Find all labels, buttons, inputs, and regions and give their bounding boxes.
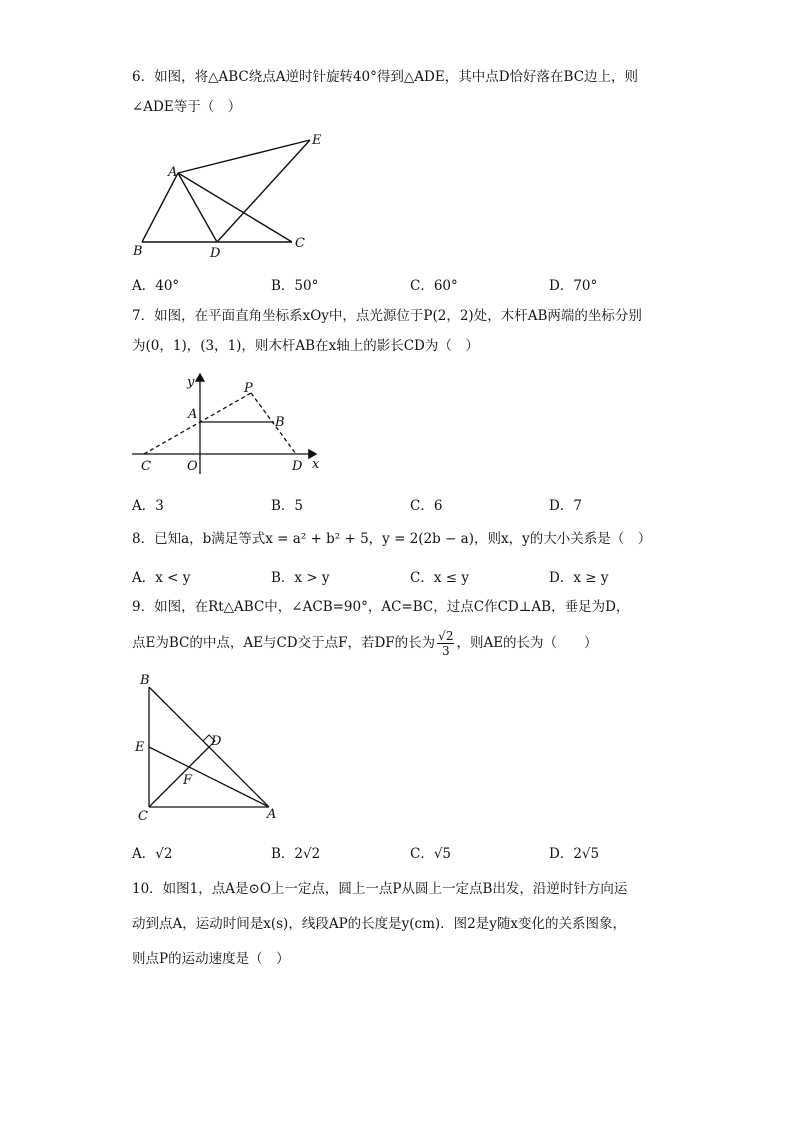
q9-figure	[130, 670, 290, 825]
q6-options	[132, 274, 692, 292]
q6-segment-ae	[178, 140, 310, 173]
q6-stem-line1: 6．如图，将△ABC绕点A逆时针旋转40°得到△ADE，其中点D恰好落在BC边上，则	[132, 69, 639, 85]
q9-fraction-denominator: 3	[441, 644, 450, 658]
q9-label-b: B	[140, 673, 150, 688]
q6-label-c: C	[295, 236, 305, 251]
q6-segment-ad	[178, 173, 217, 242]
q6-stem-line2: ∠ADE等于（ ）	[132, 99, 242, 115]
q8-option-b[interactable]: B．x > y	[271, 570, 330, 586]
q8-stem-line1: 8．已知a，b满足等式x = a² + b² + 5，y = 2(2b − a)，则x，y的大小关系是（ ）	[132, 531, 652, 547]
q9-option-d[interactable]: D．2√5	[549, 846, 600, 862]
q7-option-c[interactable]: C．6	[410, 498, 443, 514]
q6-option-b[interactable]: B．50°	[271, 278, 319, 294]
q10-stem-line3: 则点P的运动速度是（ ）	[132, 951, 290, 967]
q9-label-d: D	[211, 734, 222, 749]
q7-label-d: D	[292, 459, 303, 474]
q9-segment-cd	[149, 747, 209, 807]
q6-segment-ac	[178, 173, 292, 242]
q6-label-a: A	[168, 165, 178, 180]
q7-ray-pc	[144, 393, 251, 454]
q8-options	[132, 566, 692, 584]
q9-stem-line2	[132, 628, 598, 658]
q9-label-e: E	[135, 740, 145, 755]
q7-label-x: x	[312, 457, 320, 472]
q6-option-c[interactable]: C．60°	[410, 278, 458, 294]
q6-segment-de	[217, 140, 310, 242]
q9-option-c[interactable]: C．√5	[410, 846, 452, 862]
q7-option-a[interactable]: A．3	[132, 498, 164, 514]
q7-options	[132, 494, 692, 512]
q7-figure	[130, 370, 330, 480]
q8-option-d[interactable]: D．x ≥ y	[549, 570, 609, 586]
q8-option-a[interactable]: A．x < y	[132, 570, 191, 586]
q7-label-y: y	[187, 375, 195, 390]
q6-label-d: D	[210, 246, 221, 261]
q6-label-b: B	[133, 244, 143, 259]
q9-option-a[interactable]: A．√2	[132, 846, 173, 862]
q9-stem-line2-post: ，则AE的长为（ ）	[456, 635, 598, 651]
q10-stem-line2: 动到点A，运动时间是x(s)，线段AP的长度是y(cm)．图2是y随x变化的关系图象，	[132, 916, 627, 932]
q9-stem-line2-pre: 点E为BC的中点，AE与CD交于点F，若DF的长为	[132, 635, 436, 651]
q9-label-c: C	[138, 809, 148, 824]
q9-segment-ea	[149, 747, 269, 807]
q9-label-a: A	[267, 807, 277, 822]
q7-stem-line1: 7．如图，在平面直角坐标系xOy中，点光源位于P(2，2)处，木杆AB两端的坐标分别	[132, 308, 642, 324]
q8-option-c[interactable]: C．x ≤ y	[410, 570, 469, 586]
q9-fraction	[437, 629, 454, 658]
q6-label-e: E	[312, 133, 322, 148]
q7-label-o: O	[187, 459, 198, 474]
q7-label-c: C	[141, 459, 151, 474]
q7-label-b: B	[275, 415, 285, 430]
q9-label-f: F	[183, 773, 193, 788]
q7-option-b[interactable]: B．5	[271, 498, 304, 514]
q6-option-a[interactable]: A．40°	[132, 278, 180, 294]
q9-options	[132, 842, 692, 860]
q7-option-d[interactable]: D．7	[549, 498, 582, 514]
q9-fraction-numerator: √2	[438, 629, 454, 643]
q6-option-d[interactable]: D．70°	[549, 278, 598, 294]
q10-stem-line1: 10．如图1，点A是⊙O上一定点，圆上一点P从圆上一定点B出发，沿逆时针方向运	[132, 881, 628, 897]
q9-option-b[interactable]: B．2√2	[271, 846, 321, 862]
q6-segment-ab	[142, 173, 178, 242]
q7-ray-pd	[251, 393, 296, 454]
q6-figure	[130, 128, 330, 263]
q7-label-p: P	[244, 381, 253, 396]
q9-stem-line1: 9．如图，在Rt△ABC中，∠ACB=90°，AC=BC，过点C作CD⊥AB，垂足为D，	[132, 599, 630, 615]
q7-stem-line2: 为(0，1)，(3，1)，则木杆AB在x轴上的影长CD为（ ）	[132, 338, 479, 354]
q7-label-a: A	[188, 407, 198, 422]
